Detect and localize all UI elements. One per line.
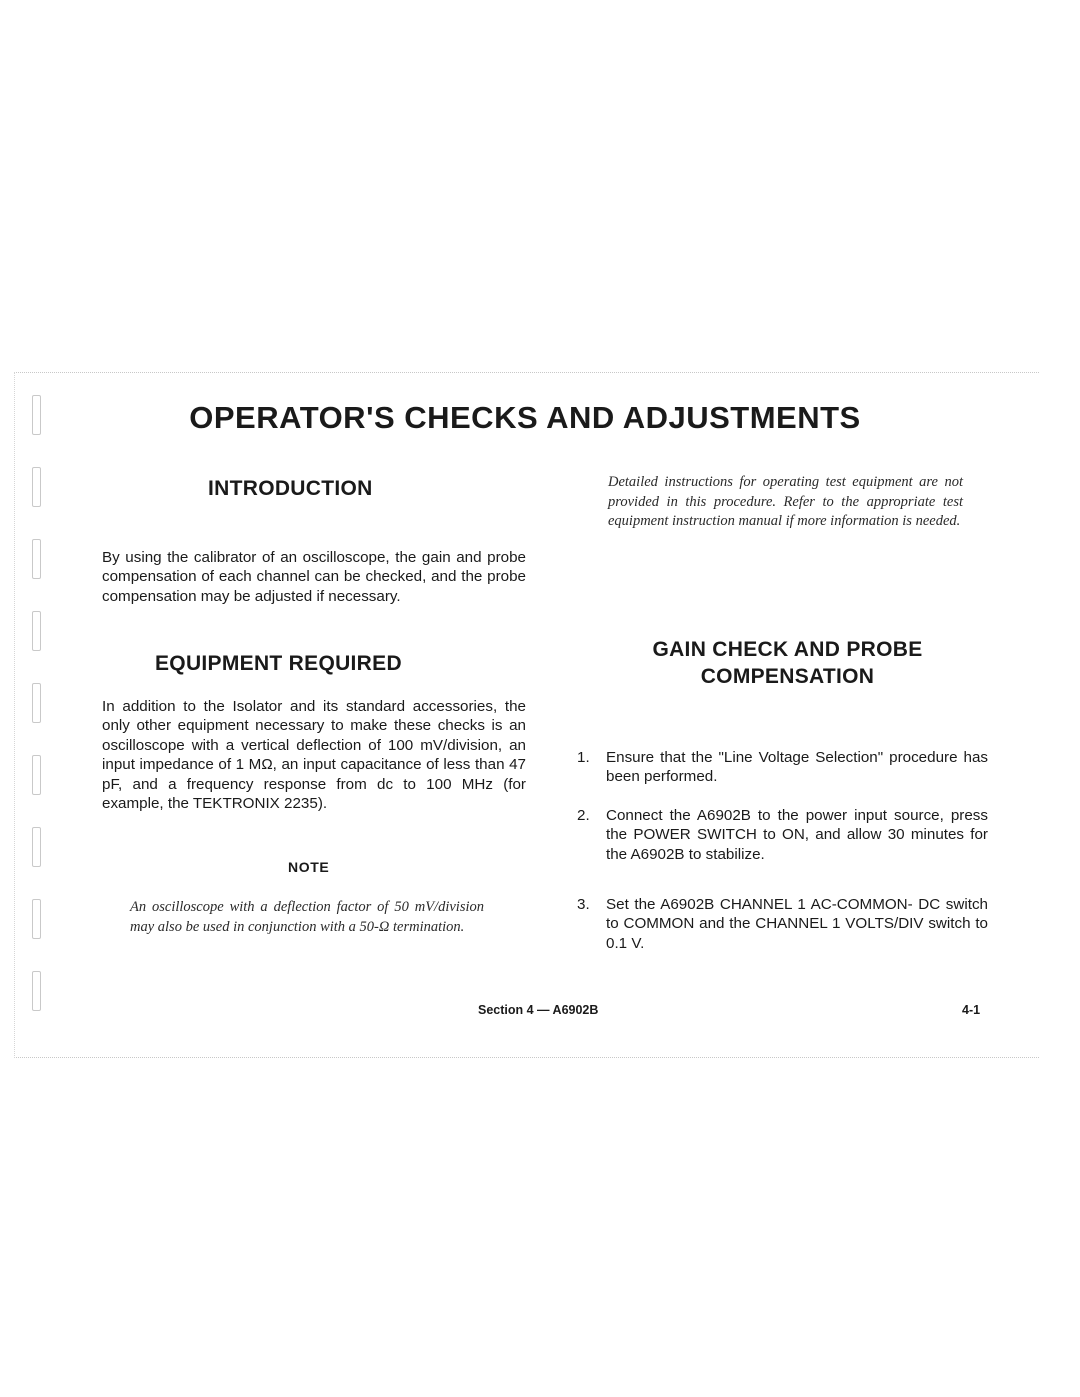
introduction-text: By using the calibrator of an oscilloscope, the gain and probe compensation of each channel can be checked, and the probe compensation may be adjusted if necessary. bbox=[102, 549, 526, 605]
binder-hole bbox=[32, 395, 41, 435]
gain-check-heading-line2: COMPENSATION bbox=[700, 665, 875, 688]
procedure-step bbox=[577, 806, 988, 864]
binder-hole bbox=[32, 683, 41, 723]
procedure-step bbox=[577, 748, 988, 787]
footer-section: Section 4 — A6902B bbox=[478, 1003, 599, 1017]
binder-hole bbox=[32, 827, 41, 867]
equipment-text: In addition to the Isolator and its standard accessories, the only other equipment necessary to make these checks is an oscilloscope with a vertical deflection of 100 mV/division, an input impedance of 1 MΩ, an input capacitance of less than 47 pF, and a frequency response from dc to 100 MHz (for example, the TEKTRONIX 2235). bbox=[102, 698, 526, 813]
step-text: Connect the A6902B to the power input source, press the POWER SWITCH to ON, and allow 30 minutes for the A6902B to stabilize. bbox=[606, 807, 988, 863]
note-label: NOTE bbox=[288, 859, 330, 875]
binder-hole bbox=[32, 971, 41, 1011]
step-text: Ensure that the "Line Voltage Selection" procedure has been performed. bbox=[606, 749, 988, 786]
step-number: 1. bbox=[577, 749, 590, 766]
step-text: Set the A6902B CHANNEL 1 AC-COMMON- DC switch to COMMON and the CHANNEL 1 VOLTS/DIV switch to 0.1 V. bbox=[606, 896, 988, 952]
binder-hole bbox=[32, 755, 41, 795]
note-text: An oscilloscope with a deflection factor of 50 mV/division may also be used in conjunction with a 50-Ω termination. bbox=[130, 899, 484, 935]
binder-hole bbox=[32, 611, 41, 651]
step-number: 3. bbox=[577, 896, 590, 913]
procedure-step bbox=[577, 895, 988, 953]
gain-check-heading-line1: GAIN CHECK AND PROBE bbox=[652, 638, 923, 661]
gain-check-heading bbox=[590, 636, 985, 690]
page-title: OPERATOR'S CHECKS AND ADJUSTMENTS bbox=[189, 400, 861, 435]
introduction-heading: INTRODUCTION bbox=[208, 477, 373, 500]
binder-hole bbox=[32, 467, 41, 507]
binder-hole bbox=[32, 539, 41, 579]
equipment-heading: EQUIPMENT REQUIRED bbox=[155, 652, 402, 675]
detail-note: Detailed instructions for operating test equipment are not provided in this procedure. Refer to the appropriate test equipment instruction manual if more information is needed. bbox=[608, 474, 963, 529]
step-number: 2. bbox=[577, 807, 590, 824]
binder-holes bbox=[28, 395, 48, 1043]
footer-page-number: 4-1 bbox=[962, 1003, 981, 1017]
binder-hole bbox=[32, 899, 41, 939]
